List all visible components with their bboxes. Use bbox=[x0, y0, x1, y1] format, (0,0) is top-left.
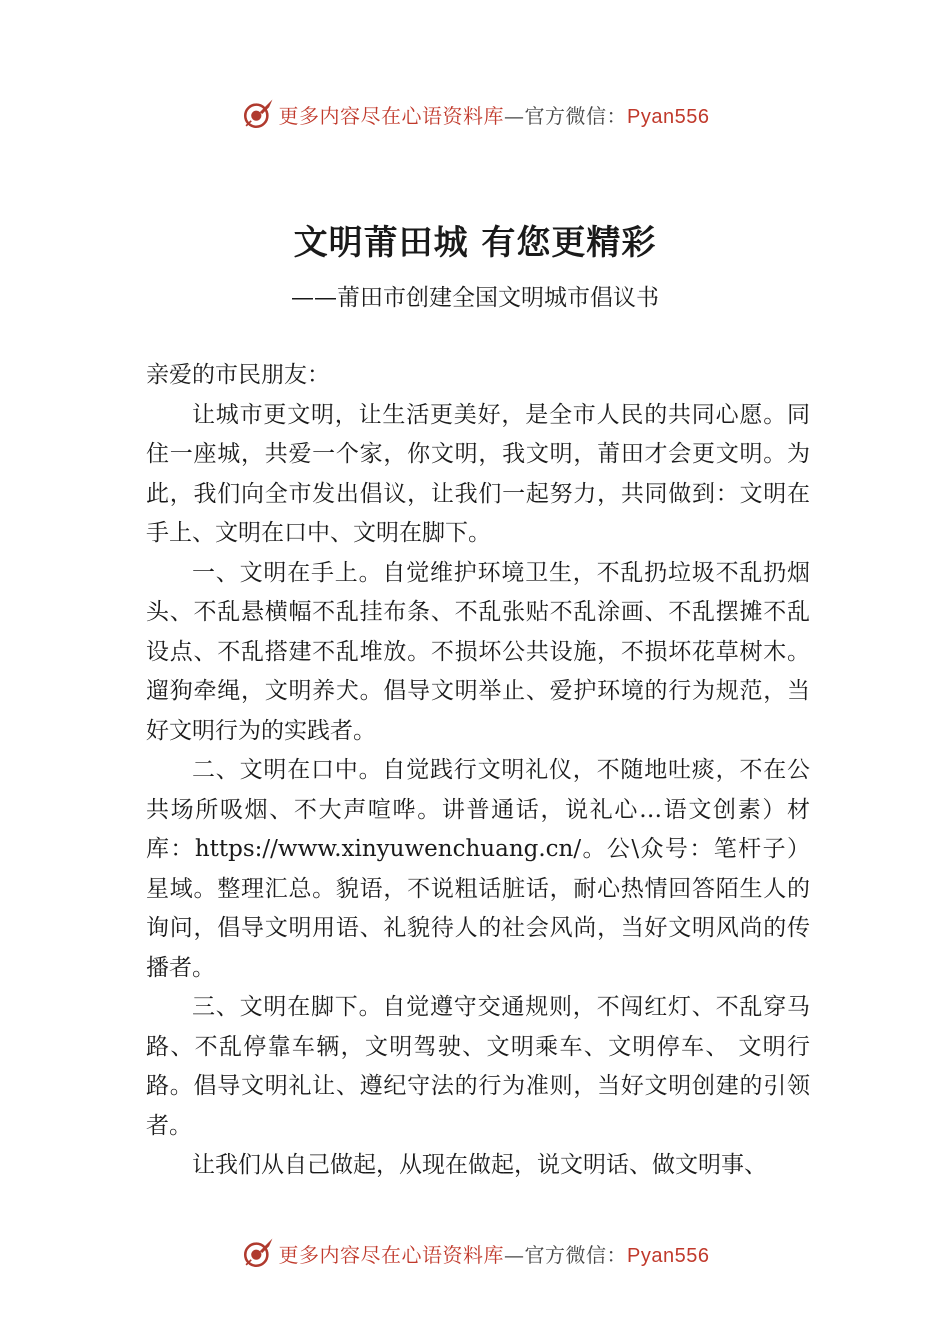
wechat-id: Pyan556 bbox=[627, 105, 710, 128]
document-body bbox=[146, 356, 810, 1186]
paragraph-closing: 让我们从自己做起，从现在做起，说文明话、做文明事、 bbox=[192, 1152, 767, 1178]
paragraph-intro: 让城市更文明，让生活更美好，是全市人民的共同心愿。同住一座城，共爱一个家，你文明，我文明，莆田才会更文明。为此，我们向全市发出倡议，让我们一起努力，共同做到：文明在手上、文明在口中、文明在脚下。 bbox=[146, 401, 810, 546]
quill-pen-logo-icon bbox=[241, 97, 275, 131]
footer-banner bbox=[0, 1233, 950, 1273]
wechat-id: Pyan556 bbox=[627, 1244, 710, 1267]
document-subtitle: ——莆田市创建全国文明城市倡议书 bbox=[291, 285, 659, 311]
wechat-label: 官方微信： bbox=[524, 103, 628, 128]
banner-text bbox=[279, 100, 710, 129]
wechat-label: 官方微信： bbox=[524, 1242, 628, 1267]
paragraph-mouth: 二、文明在口中。自觉践行文明礼仪，不随地吐痰，不在公共场所吸烟、不大声喧哗。讲普通话，说礼心…语文创素）材库：https://www.xinyuwenchuang.cn/。公\众号：笔杆子）星域。整理汇总。貌语，不说粗话脏话，耐心热情回答陌生人的询问，倡导文明用语、礼貌待人的社会风尚，当好文明风尚的传播者。 bbox=[146, 757, 810, 981]
salutation: 亲爱的市民朋友： bbox=[146, 362, 330, 388]
header-banner bbox=[0, 94, 950, 134]
library-text: 更多内容尽在心语资料库 bbox=[278, 1242, 505, 1267]
quill-pen-logo-icon bbox=[241, 1236, 275, 1270]
paragraph-feet: 三、文明在脚下。自觉遵守交通规则，不闯红灯、不乱穿马路、不乱停靠车辆，文明驾驶、文明乘车、文明停车、 文明行路。倡导文明礼让、遵纪守法的行为准则，当好文明创建的引领者。 bbox=[146, 994, 810, 1139]
library-text: 更多内容尽在心语资料库 bbox=[278, 103, 505, 128]
document-title: 文明莆田城 有您更精彩 bbox=[293, 223, 657, 263]
banner-separator: — bbox=[504, 103, 525, 128]
banner-separator: — bbox=[504, 1242, 525, 1267]
paragraph-hands: 一、文明在手上。自觉维护环境卫生，不乱扔垃圾不乱扔烟头、不乱悬横幅不乱挂布条、不乱张贴不乱涂画、不乱摆摊不乱设点、不乱搭建不乱堆放。不损坏公共设施，不损坏花草树木。遛狗牵绳，文明养犬。倡导文明举止、爱护环境的行为规范，当好文明行为的实践者。 bbox=[146, 559, 810, 744]
banner-text bbox=[279, 1239, 710, 1268]
